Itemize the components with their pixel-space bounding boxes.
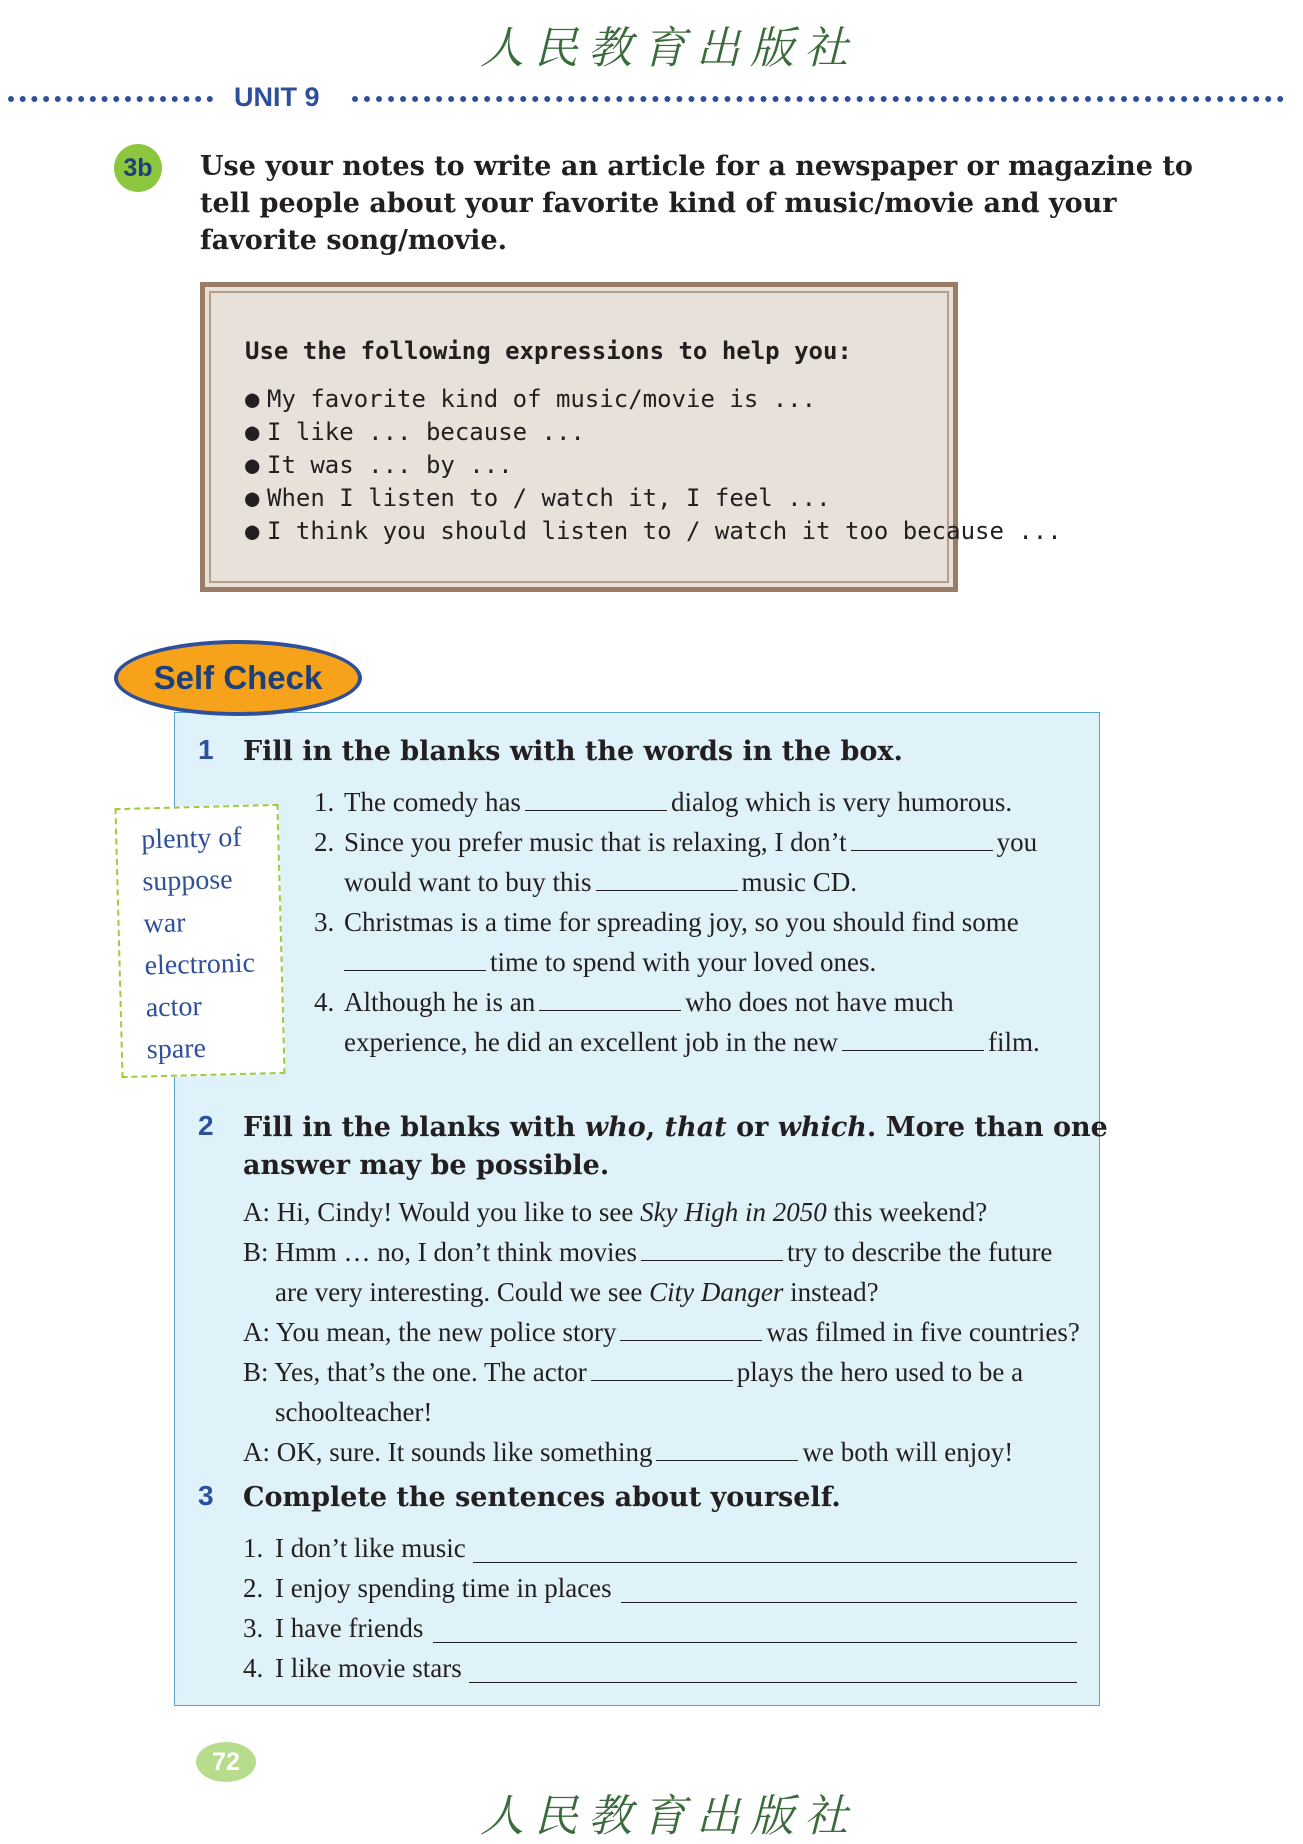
word-box-item: plenty of (140, 821, 243, 856)
word-box-item: actor (145, 990, 203, 1024)
dialog-line: B: Hmm … no, I don’t think movies try to describe the future (243, 1232, 1093, 1272)
list-item-continued: would want to buy this music CD. (314, 862, 1094, 902)
answer-blank[interactable] (525, 784, 667, 811)
dialog-line: B: Yes, that’s the one. The actor plays the hero used to be a (243, 1352, 1093, 1392)
answer-blank[interactable] (851, 824, 993, 851)
list-item-continued: time to spend with your loved ones. (314, 942, 1094, 982)
self-check-label (114, 640, 362, 716)
list-item: 1. I don’t like music (243, 1533, 466, 1563)
word-box (114, 804, 285, 1078)
expression-item: ● When I listen to / watch it, I feel ... (245, 482, 1062, 515)
bullet-icon: ● (245, 451, 260, 479)
expression-item: ● It was ... by ... (245, 449, 1062, 482)
answer-line[interactable] (621, 1602, 1077, 1603)
question-3-number: 3 (198, 1480, 214, 1511)
word-box-item: spare (146, 1032, 207, 1066)
answer-blank[interactable] (842, 1024, 984, 1051)
publisher-logo-bottom: 人民教育出版社 (480, 1791, 858, 1842)
question-1-number: 1 (198, 734, 214, 765)
answer-blank[interactable] (344, 944, 486, 971)
expressions-box (200, 282, 1062, 592)
word-box-item: war (143, 907, 186, 940)
bullet-icon: ● (245, 418, 260, 446)
dialog-line: schoolteacher! (275, 1397, 433, 1427)
question-2-number: 2 (198, 1110, 214, 1141)
dialog-line: A: Hi, Cindy! Would you like to see Sky High in 2050 this weekend? (243, 1197, 988, 1227)
unit-heading: UNIT 9 (234, 82, 320, 112)
answer-blank[interactable] (596, 864, 738, 891)
header-divider-left (8, 96, 213, 102)
answer-blank[interactable] (656, 1434, 798, 1461)
bullet-icon: ● (245, 517, 260, 545)
answer-line[interactable] (469, 1682, 1077, 1683)
list-item: 4. I like movie stars (243, 1653, 462, 1683)
instruction-line: tell people about your favorite kind of music/movie and your (200, 188, 1117, 219)
header-divider-right (352, 96, 1284, 102)
list-item: 1. The comedy has dialog which is very humorous. (314, 782, 1094, 822)
exercise-badge-3b: 3b (114, 144, 162, 192)
bullet-icon: ● (245, 385, 260, 413)
answer-line[interactable] (433, 1642, 1077, 1643)
list-item: 3. I have friends (243, 1613, 424, 1643)
word-box-item: electronic (144, 947, 256, 982)
list-item: 4. Although he is an who does not have much (314, 982, 1094, 1022)
publisher-logo-top: 人民教育出版社 (480, 23, 858, 74)
answer-blank[interactable] (591, 1354, 733, 1381)
expression-item: ● I think you should listen to / watch it too because ... (245, 515, 1062, 548)
answer-blank[interactable] (620, 1314, 762, 1341)
answer-blank[interactable] (539, 984, 681, 1011)
list-item: 3. Christmas is a time for spreading joy, so you should find some (314, 907, 1019, 937)
expression-item: ● I like ... because ... (245, 416, 1062, 449)
dialog-line: A: OK, sure. It sounds like something we both will enjoy! (243, 1432, 1093, 1472)
dialog-line: A: You mean, the new police story was filmed in five countries? (243, 1312, 1093, 1352)
self-check-title: Self Check (153, 659, 323, 696)
list-item-continued: experience, he did an excellent job in the new film. (314, 1022, 1094, 1062)
question-3-title: Complete the sentences about yourself. (243, 1482, 841, 1513)
dialog-line: are very interesting. Could we see City Danger instead? (275, 1277, 879, 1307)
question-1-title: Fill in the blanks with the words in the box. (243, 736, 903, 767)
answer-line[interactable] (473, 1562, 1077, 1563)
page-number-badge: 72 (196, 1742, 256, 1782)
question-2-title: Fill in the blanks with who, that or which. More than one answer may be possible. (243, 1112, 1108, 1181)
expression-item: ● My favorite kind of music/movie is ... (245, 383, 1062, 416)
bullet-icon: ● (245, 484, 260, 512)
instruction-line: favorite song/movie. (200, 225, 508, 256)
answer-blank[interactable] (641, 1234, 783, 1261)
exercise-3b-instruction (200, 148, 1200, 259)
expressions-box-title: Use the following expressions to help you: (245, 337, 852, 365)
question-3-items (243, 1528, 1077, 1692)
word-box-item: suppose (142, 864, 234, 898)
question-1-items (314, 782, 1094, 1062)
expressions-list (245, 383, 1062, 548)
question-2-dialog (243, 1192, 1093, 1472)
list-item: 2. Since you prefer music that is relaxing, I don’t you (314, 822, 1094, 862)
list-item: 2. I enjoy spending time in places (243, 1573, 612, 1603)
instruction-line: Use your notes to write an article for a newspaper or magazine to (200, 151, 1193, 182)
